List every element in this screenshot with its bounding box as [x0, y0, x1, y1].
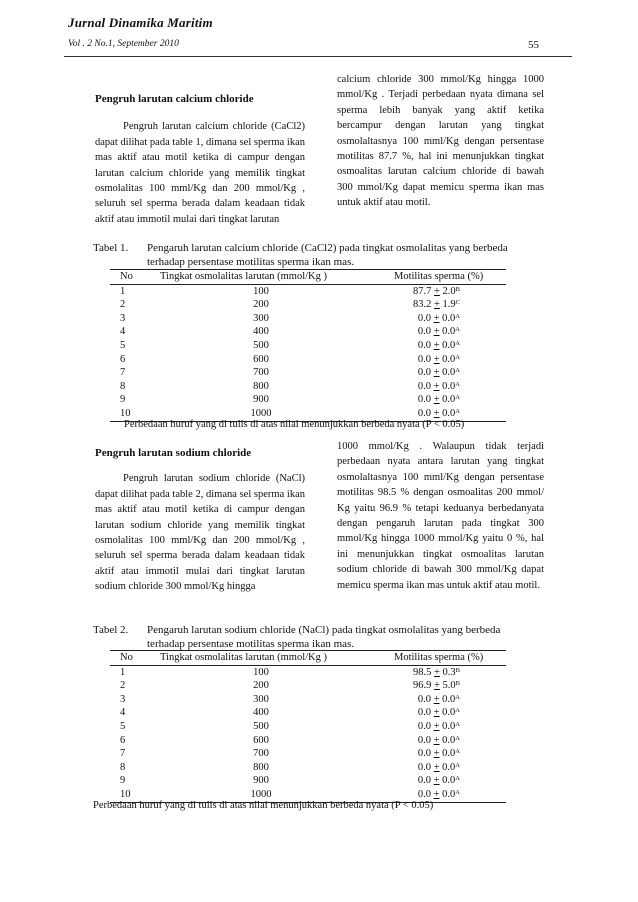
- cell-motility: [362, 366, 506, 380]
- cell-osmolality: 100: [253, 285, 269, 297]
- plus-minus-sign: +: [433, 788, 440, 800]
- cell-no: 6: [120, 353, 126, 365]
- significance-letter: A: [455, 394, 460, 402]
- motility-sd: 0.0: [442, 748, 456, 760]
- table2-col-osmolality: Tingkat osmolalitas larutan (mmol/Kg ): [160, 651, 362, 666]
- plus-minus-sign: +: [433, 353, 440, 365]
- table1-col-osmolality: Tingkat osmolalitas larutan (mmol/Kg ): [160, 270, 362, 285]
- cell-osmolality: 300: [253, 312, 269, 324]
- volume-info: Vol . 2 No.1, September 2010: [68, 39, 179, 49]
- motility-sd: 0.3: [442, 666, 456, 678]
- table-row: [110, 325, 506, 339]
- table2-label: Tabel 2.: [93, 624, 129, 636]
- significance-letter: B: [455, 680, 460, 688]
- plus-minus-sign: +: [433, 394, 440, 406]
- motility-sd: 2.0: [442, 285, 456, 297]
- cell-motility: [362, 720, 506, 734]
- header-rule: [64, 56, 572, 57]
- cell-no: 7: [120, 748, 126, 760]
- cell-no: 4: [120, 326, 126, 338]
- cell-no: 8: [120, 380, 126, 392]
- table-row: [110, 353, 506, 367]
- cell-no: 1: [120, 666, 126, 678]
- table1-col-motility: Motilitas sperma (%): [362, 270, 506, 285]
- motility-sd: 0.0: [442, 394, 456, 406]
- motility-mean: 0.0: [417, 380, 431, 392]
- table-row: [110, 706, 506, 720]
- significance-letter: A: [455, 367, 460, 375]
- section1-heading: Pengruh larutan calcium chloride: [95, 93, 254, 105]
- plus-minus-sign: +: [433, 734, 440, 746]
- plus-minus-sign: +: [433, 407, 440, 419]
- table-row: [110, 339, 506, 353]
- plus-minus-sign: +: [433, 680, 440, 692]
- plus-minus-sign: +: [433, 748, 440, 760]
- table2-caption-line2: terhadap persentase motilitas sperma ikan mas.: [147, 638, 355, 650]
- cell-no: 9: [120, 394, 126, 406]
- table1: [110, 269, 506, 422]
- cell-osmolality: 1000: [160, 788, 362, 802]
- plus-minus-sign: +: [433, 666, 440, 678]
- motility-mean: 0.0: [417, 339, 431, 351]
- motility-mean: 0.0: [417, 407, 431, 419]
- significance-letter: A: [455, 707, 460, 715]
- cell-motility: [362, 393, 506, 407]
- cell-motility: [362, 339, 506, 353]
- cell-no: 3: [120, 693, 126, 705]
- cell-no: 9: [120, 775, 126, 787]
- cell-no: 8: [120, 761, 126, 773]
- motility-mean: 0.0: [417, 720, 431, 732]
- cell-osmolality: 300: [253, 693, 269, 705]
- cell-no: 1: [120, 285, 126, 297]
- table1-caption: [93, 241, 545, 269]
- table-row: [110, 747, 506, 761]
- table1-col-no: No: [110, 270, 160, 285]
- motility-mean: 0.0: [417, 707, 431, 719]
- significance-letter: A: [455, 775, 460, 783]
- cell-no: 5: [120, 720, 126, 732]
- page-number: 55: [528, 39, 539, 51]
- cell-no: 10: [110, 788, 160, 802]
- cell-no: 5: [120, 339, 126, 351]
- cell-no: 4: [120, 707, 126, 719]
- cell-motility: [362, 761, 506, 775]
- motility-sd: 0.0: [442, 761, 456, 773]
- table-row: [110, 298, 506, 312]
- cell-osmolality: 600: [253, 734, 269, 746]
- table2-col-motility: Motilitas sperma (%): [362, 651, 506, 666]
- motility-mean: 0.0: [417, 312, 431, 324]
- cell-motility: [362, 325, 506, 339]
- motility-mean: 0.0: [417, 394, 431, 406]
- motility-sd: 0.0: [442, 339, 456, 351]
- table1-caption-line2: terhadap persentase motilitas sperma ikan mas.: [147, 256, 355, 268]
- table2-header-row: [110, 651, 506, 666]
- motility-sd: 5.0: [442, 680, 456, 692]
- plus-minus-sign: +: [433, 312, 440, 324]
- section1-right-column: [337, 72, 544, 211]
- motility-mean: 0.0: [417, 734, 431, 746]
- cell-osmolality: 200: [253, 299, 269, 311]
- motility-mean: 0.0: [417, 761, 431, 773]
- motility-mean: 0.0: [417, 788, 431, 800]
- cell-no: 2: [120, 680, 126, 692]
- motility-sd: 0.0: [442, 775, 456, 787]
- motility-mean: 87.7: [412, 285, 432, 297]
- motility-sd: 0.0: [442, 312, 456, 324]
- plus-minus-sign: +: [433, 367, 440, 379]
- table1-header-row: [110, 270, 506, 285]
- section1-right-paragraph: calcium chloride 300 mmol/Kg hingga 1000 mmol/Kg . Terjadi perbedaan nyata dimana sel sperma lebih banyak yang aktif ketika bercampur dengan larutan yang tingkat osmolaltasnya 100 mml/Kg dengan persentase motilitas 87.7 %, hal ini menunjukkan tingkat osmoalitas larutan calcium chloride di bawah 300 mmol/Kg dapat memicu sperma ikan mas untuk aktif atau motil.: [337, 74, 544, 209]
- plus-minus-sign: +: [433, 775, 440, 787]
- significance-letter: A: [455, 693, 460, 701]
- plus-minus-sign: +: [433, 299, 440, 311]
- significance-letter: A: [455, 734, 460, 742]
- significance-letter: C: [455, 299, 460, 307]
- section1-left-paragraph: Pengruh larutan calcium chloride (CaCl2) dapat dilihat pada table 1, dimana sel sperma ikan mas aktif atau motil ketika di campur dengan larutan calcium chloride yang memilik tingkat osmolalitas 100 mml/Kg dan 200 mmol/Kg , seluruh sel sperma berada dalam keadaan tidak aktif atau immotil mulai dari tingkat larutan: [95, 121, 305, 225]
- cell-motility: [362, 298, 506, 312]
- cell-motility: [362, 747, 506, 761]
- section2-left-paragraph: Pengruh larutan sodium chloride (NaCl) dapat dilihat pada table 2, dimana sel sperma ikan mas aktif atau motil ketika di campur dengan larutan sodium chloride yang memilik tingkat osmolalitas 100 mml/Kg dan 200 mmol/Kg , seluruh sel sperma berada dalam keadaan tidak aktif atau immotil mulai dari tingkat larutan sodium chloride 300 mmol/Kg hingga: [95, 473, 305, 593]
- table-row: [110, 761, 506, 775]
- table2-note: Perbedaan huruf yang di tulis di atas nilai menunjukkan berbeda nyata (P < 0.05): [93, 800, 434, 811]
- cell-no: 7: [120, 367, 126, 379]
- motility-mean: 83.2: [412, 299, 432, 311]
- motility-mean: 96.9: [412, 680, 432, 692]
- table1-label: Tabel 1.: [93, 242, 129, 254]
- motility-sd: 0.0: [442, 326, 456, 338]
- cell-motility: [362, 284, 506, 298]
- plus-minus-sign: +: [433, 285, 440, 297]
- cell-no: 2: [120, 299, 126, 311]
- significance-letter: A: [455, 748, 460, 756]
- cell-osmolality: 700: [253, 367, 269, 379]
- cell-no: 3: [120, 312, 126, 324]
- journal-title: Jurnal Dinamika Maritim: [68, 15, 213, 30]
- plus-minus-sign: +: [433, 720, 440, 732]
- cell-osmolality: 100: [253, 666, 269, 678]
- table-row: [110, 774, 506, 788]
- section2-left-column: [95, 446, 305, 595]
- cell-motility: [362, 693, 506, 707]
- plus-minus-sign: +: [433, 326, 440, 338]
- cell-osmolality: 500: [253, 339, 269, 351]
- motility-mean: 0.0: [417, 748, 431, 760]
- cell-osmolality: 600: [253, 353, 269, 365]
- significance-letter: A: [455, 761, 460, 769]
- significance-letter: A: [455, 788, 460, 796]
- section2-right-column: [337, 439, 544, 593]
- cell-osmolality: 500: [253, 720, 269, 732]
- significance-letter: A: [455, 326, 460, 334]
- motility-mean: 0.0: [417, 693, 431, 705]
- cell-osmolality: 800: [253, 380, 269, 392]
- significance-letter: A: [455, 353, 460, 361]
- plus-minus-sign: +: [433, 339, 440, 351]
- cell-motility: [362, 665, 506, 679]
- cell-motility: [362, 734, 506, 748]
- cell-osmolality: 1000: [160, 407, 362, 421]
- cell-osmolality: 400: [253, 707, 269, 719]
- cell-osmolality: 400: [253, 326, 269, 338]
- table-row: [110, 366, 506, 380]
- cell-motility: [362, 679, 506, 693]
- table-row: [110, 679, 506, 693]
- motility-mean: 0.0: [417, 775, 431, 787]
- table-row: [110, 693, 506, 707]
- motility-sd: 0.0: [442, 380, 456, 392]
- cell-motility: [362, 353, 506, 367]
- motility-sd: 0.0: [442, 367, 456, 379]
- motility-sd: 0.0: [442, 707, 456, 719]
- cell-no: 6: [120, 734, 126, 746]
- motility-sd: 0.0: [442, 407, 456, 419]
- table2-col-no: No: [110, 651, 160, 666]
- significance-letter: B: [455, 666, 460, 674]
- motility-sd: 0.0: [442, 720, 456, 732]
- significance-letter: A: [455, 312, 460, 320]
- cell-osmolality: 800: [253, 761, 269, 773]
- table1-caption-line1: Pengaruh larutan calcium chloride (CaCl2) pada tingkat osmolalitas yang berbeda: [147, 242, 508, 254]
- table-row: [110, 734, 506, 748]
- plus-minus-sign: +: [433, 761, 440, 773]
- table-row: [110, 720, 506, 734]
- table-row: [110, 665, 506, 679]
- motility-sd: 0.0: [442, 353, 456, 365]
- plus-minus-sign: +: [433, 707, 440, 719]
- plus-minus-sign: +: [433, 693, 440, 705]
- table2-caption-line1: Pengaruh larutan sodium chloride (NaCl) pada tingkat osmolalitas yang berbeda: [147, 624, 501, 636]
- motility-mean: 0.0: [417, 367, 431, 379]
- cell-osmolality: 900: [253, 775, 269, 787]
- motility-mean: 0.0: [417, 326, 431, 338]
- motility-sd: 0.0: [442, 788, 456, 800]
- section1-left-column: [95, 92, 305, 227]
- cell-osmolality: 900: [253, 394, 269, 406]
- motility-sd: 0.0: [442, 734, 456, 746]
- cell-motility: [362, 312, 506, 326]
- table-row: [110, 284, 506, 298]
- table-row: [110, 393, 506, 407]
- significance-letter: B: [455, 285, 460, 293]
- table-row: [110, 380, 506, 394]
- cell-no: 10: [110, 407, 160, 421]
- cell-motility: [362, 706, 506, 720]
- significance-letter: A: [455, 380, 460, 388]
- table2: [110, 650, 506, 803]
- cell-osmolality: 200: [253, 680, 269, 692]
- section2-heading: Pengruh larutan sodium chloride: [95, 447, 252, 459]
- table1-note: Perbedaan huruf yang di tulis di atas nilai menunjukkan berbeda nyata (P < 0.05): [124, 419, 465, 430]
- section2-right-paragraph: 1000 mmol/Kg . Walaupun tidak terjadi perbedaan nyata antara larutan yang tingkat osmolaltasnya 100 mml/Kg dengan persentase motilitas 98.5 % dengan osmoalitas 200 mmol/ Kg yaitu 96.9 % tetapi keduanya berbedanyata dengan pengaruh larutan pada tingkat 300 mmol/Kg hingga 1000 mmol/Kg yaitu 0 %, hal ini menunjukkan tingkat osmoalitas larutan sodium chloride di bawah 300 mmol/Kg dapat memicu sperma ikan mas untuk aktif atau motil.: [337, 441, 544, 591]
- significance-letter: A: [455, 407, 460, 415]
- significance-letter: A: [455, 339, 460, 347]
- plus-minus-sign: +: [433, 380, 440, 392]
- motility-mean: 0.0: [417, 353, 431, 365]
- table2-caption: [93, 623, 545, 651]
- motility-mean: 98.5: [412, 666, 432, 678]
- motility-sd: 0.0: [442, 693, 456, 705]
- cell-motility: [362, 380, 506, 394]
- cell-osmolality: 700: [253, 748, 269, 760]
- motility-sd: 1.9: [442, 299, 456, 311]
- significance-letter: A: [455, 720, 460, 728]
- table-row: [110, 312, 506, 326]
- cell-motility: [362, 774, 506, 788]
